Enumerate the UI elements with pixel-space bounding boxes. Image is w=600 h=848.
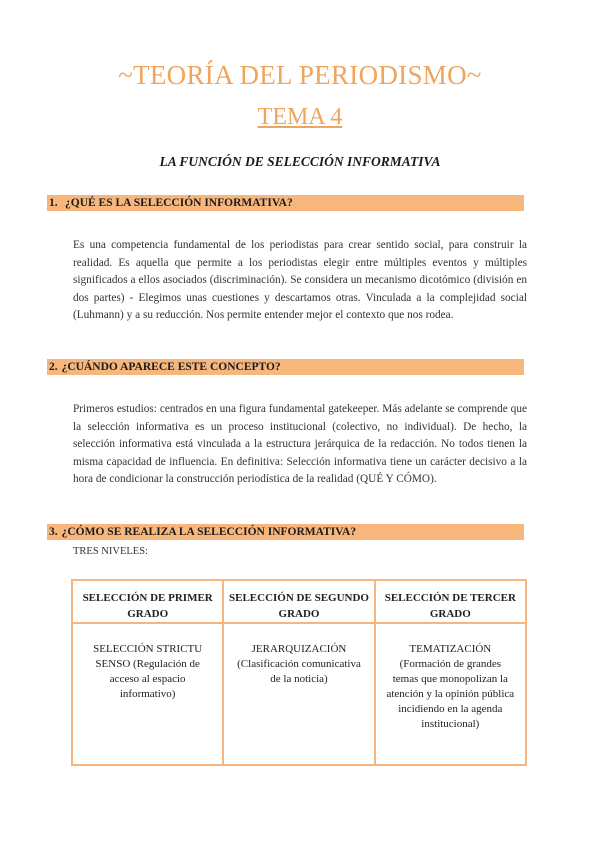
main-title: ~TEORÍA DEL PERIODISMO~ [118, 60, 482, 90]
table-cell: SELECCIÓN STRICTU SENSO (Regulación de acceso al espacio informativo) [72, 623, 223, 765]
section-1-heading [47, 195, 524, 211]
table-row [72, 623, 526, 765]
section-number: 3. [49, 526, 58, 538]
tema-heading: TEMA 4 [257, 104, 343, 130]
section-number: 1. [49, 197, 58, 209]
section-2-body: Primeros estudios: centrados en una figura fundamental gatekeeper. Más adelante se comprende que la selección informativa es un proceso institucional (colectivo, no individual). De hecho, la selección informativa está vinculada a la estructura jerárquica de la redacción. No todos tienen la misma capacidad de influencia. En definitiva: Selección informativa tiene un carácter decisivo a la hora de condicionar la construcción periodística de la realidad (QUÉ Y CÓMO). [73, 403, 527, 486]
table-cell: TEMATIZACIÓN (Formación de grandes temas que monopolizan la atención y la opinión pública incidiendo en la agenda institucional) [375, 623, 526, 765]
section-3-heading [47, 524, 524, 540]
levels-intro: TRES NIVELES: [73, 546, 148, 557]
section-title: ¿QUÉ ES LA SELECCIÓN INFORMATIVA? [65, 197, 293, 209]
table-header-cell: SELECCIÓN DE PRIMER GRADO [72, 580, 223, 623]
section-title: ¿CUÁNDO APARECE ESTE CONCEPTO? [61, 361, 281, 373]
table-cell: JERARQUIZACIÓN (Clasificación comunicativa de la noticia) [223, 623, 374, 765]
section-1-body: Es una competencia fundamental de los periodistas para crear sentido social, para construir la realidad. Es aquella que permite a los periodistas elegir entre múltiples eventos y múltiples significados a ellos asociados (discriminación). Se considera un mecanismo dicotómico (división en dos partes) - Elegimos unas cuestiones y descartamos otras. Vinculada a la complejidad social (Luhmann) y a su reducción. Nos permite entender mejor el contexto que nos rodea. [73, 239, 527, 322]
selection-levels-table [71, 579, 527, 766]
topic-subtitle: LA FUNCIÓN DE SELECCIÓN INFORMATIVA [159, 154, 441, 169]
section-number: 2. [49, 361, 58, 373]
table-header-row [72, 580, 526, 623]
table-header-cell: SELECCIÓN DE TERCER GRADO [375, 580, 526, 623]
section-title: ¿CÓMO SE REALIZA LA SELECCIÓN INFORMATIVA? [61, 526, 357, 538]
section-2-heading [47, 359, 524, 375]
table-header-cell: SELECCIÓN DE SEGUNDO GRADO [223, 580, 374, 623]
